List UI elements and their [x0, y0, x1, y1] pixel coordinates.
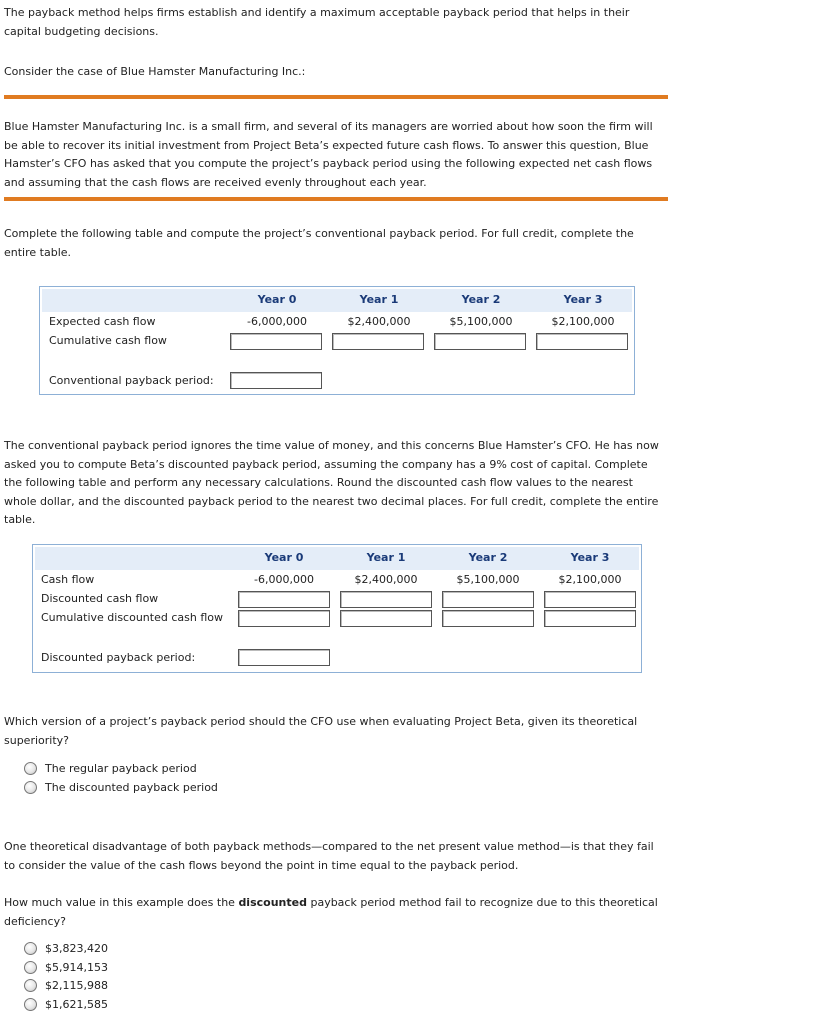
discounted-cash-flow-label: Discounted cash flow: [41, 592, 159, 605]
question-1-text: Which version of a project’s payback period should the CFO use when evaluating Project Beta, given its theoretical superiority?: [4, 715, 638, 747]
option-regular-payback[interactable]: [24, 762, 197, 775]
year-2-cash-flow: $5,100,000: [449, 315, 513, 328]
year-0-cash-flow: -6,000,000: [254, 573, 314, 586]
cumulative-discounted-year-2-input[interactable]: [442, 610, 534, 627]
cumulative-discounted-year-3-input[interactable]: [544, 610, 636, 627]
cumulative-cash-flow-year-1-input[interactable]: [332, 333, 424, 350]
question-2-text-after: payback period method fail to recognize due to this theoretical deficiency?: [4, 896, 658, 928]
radio-button[interactable]: [24, 942, 37, 955]
question-2-text-before: How much value in this example does the: [4, 896, 239, 909]
bottom-divider: [4, 197, 668, 201]
year-1-header: Year 1: [366, 551, 406, 564]
year-3-cash-flow: $2,100,000: [551, 315, 615, 328]
year-1-cash-flow: $2,400,000: [354, 573, 418, 586]
year-2-cash-flow: $5,100,000: [456, 573, 520, 586]
year-2-header: Year 2: [461, 293, 501, 306]
option-1621585[interactable]: [24, 998, 108, 1011]
discounted-payback-input[interactable]: [238, 649, 330, 666]
option-5914153[interactable]: [24, 961, 108, 974]
radio-button[interactable]: [24, 961, 37, 974]
question-2-emphasis: discounted: [238, 896, 307, 909]
cumulative-cash-flow-year-2-input[interactable]: [434, 333, 526, 350]
question-2-intro: One theoretical disadvantage of both payback methods—compared to the net present value method—is that they fail to consider the value of the cash flows beyond the point in time equal to the payback period.: [4, 840, 654, 872]
intro-paragraph: The payback method helps firms establish and identify a maximum acceptable payback period that helps in their capital budgeting decisions.: [4, 6, 630, 38]
year-3-cash-flow: $2,100,000: [558, 573, 622, 586]
conventional-payback-label: Conventional payback period:: [49, 374, 214, 387]
question-2-text: [4, 894, 668, 931]
discounted-cash-flow-year-2-input[interactable]: [442, 591, 534, 608]
year-3-header: Year 3: [570, 551, 610, 564]
option-label: $1,621,585: [45, 998, 108, 1011]
option-discounted-payback[interactable]: [24, 781, 218, 794]
cash-flow-label: Cash flow: [41, 573, 95, 586]
case-description: Blue Hamster Manufacturing Inc. is a small firm, and several of its managers are worried about how soon the firm will be able to recover its initial investment from Project Beta’s expected future cash flows. To answer this question, Blue Hamster’s CFO has asked that you compute the project’s payback period using the following expected net cash flows and assuming that the cash flows are received evenly throughout each year.: [4, 120, 653, 189]
expected-cash-flow-label: Expected cash flow: [49, 315, 156, 328]
option-label: The regular payback period: [45, 762, 197, 775]
table2-instruction: The conventional payback period ignores the time value of money, and this concerns Blue Hamster’s CFO. He has now asked you to compute Beta’s discounted payback period, assuming the company has a 9% cost of capital. Complete the following table and perform any necessary calculations. Round the discounted cash flow values to the nearest whole dollar, and the discounted payback period to the nearest two decimal places. For full credit, complete the entire table.: [4, 439, 659, 526]
top-divider: [4, 95, 668, 99]
option-label: $2,115,988: [45, 979, 108, 992]
year-0-cash-flow: -6,000,000: [247, 315, 307, 328]
radio-button[interactable]: [24, 998, 37, 1011]
option-label: The discounted payback period: [45, 781, 218, 794]
year-2-header: Year 2: [468, 551, 508, 564]
option-2115988[interactable]: [24, 979, 108, 992]
discounted-cash-flow-year-0-input[interactable]: [238, 591, 330, 608]
year-0-header: Year 0: [264, 551, 304, 564]
radio-button[interactable]: [24, 781, 37, 794]
discounted-cash-flow-year-1-input[interactable]: [340, 591, 432, 608]
case-intro: Consider the case of Blue Hamster Manufacturing Inc.:: [4, 65, 306, 78]
year-1-cash-flow: $2,400,000: [347, 315, 411, 328]
cumulative-cash-flow-year-3-input[interactable]: [536, 333, 628, 350]
conventional-payback-input[interactable]: [230, 372, 322, 389]
radio-button[interactable]: [24, 979, 37, 992]
option-3823420[interactable]: [24, 942, 108, 955]
cumulative-discounted-cash-flow-label: Cumulative discounted cash flow: [41, 611, 223, 624]
year-1-header: Year 1: [359, 293, 399, 306]
cumulative-discounted-year-0-input[interactable]: [238, 610, 330, 627]
table1-instruction: Complete the following table and compute the project’s conventional payback period. For full credit, complete the entire table.: [4, 227, 634, 259]
discounted-cash-flow-year-3-input[interactable]: [544, 591, 636, 608]
cumulative-discounted-year-1-input[interactable]: [340, 610, 432, 627]
year-3-header: Year 3: [563, 293, 603, 306]
option-label: $5,914,153: [45, 961, 108, 974]
option-label: $3,823,420: [45, 942, 108, 955]
discounted-payback-label: Discounted payback period:: [41, 651, 196, 664]
cumulative-cash-flow-label: Cumulative cash flow: [49, 334, 167, 347]
conventional-payback-table: [39, 286, 635, 395]
cumulative-cash-flow-year-0-input[interactable]: [230, 333, 322, 350]
year-0-header: Year 0: [257, 293, 297, 306]
radio-button[interactable]: [24, 762, 37, 775]
discounted-payback-table: [32, 544, 642, 673]
